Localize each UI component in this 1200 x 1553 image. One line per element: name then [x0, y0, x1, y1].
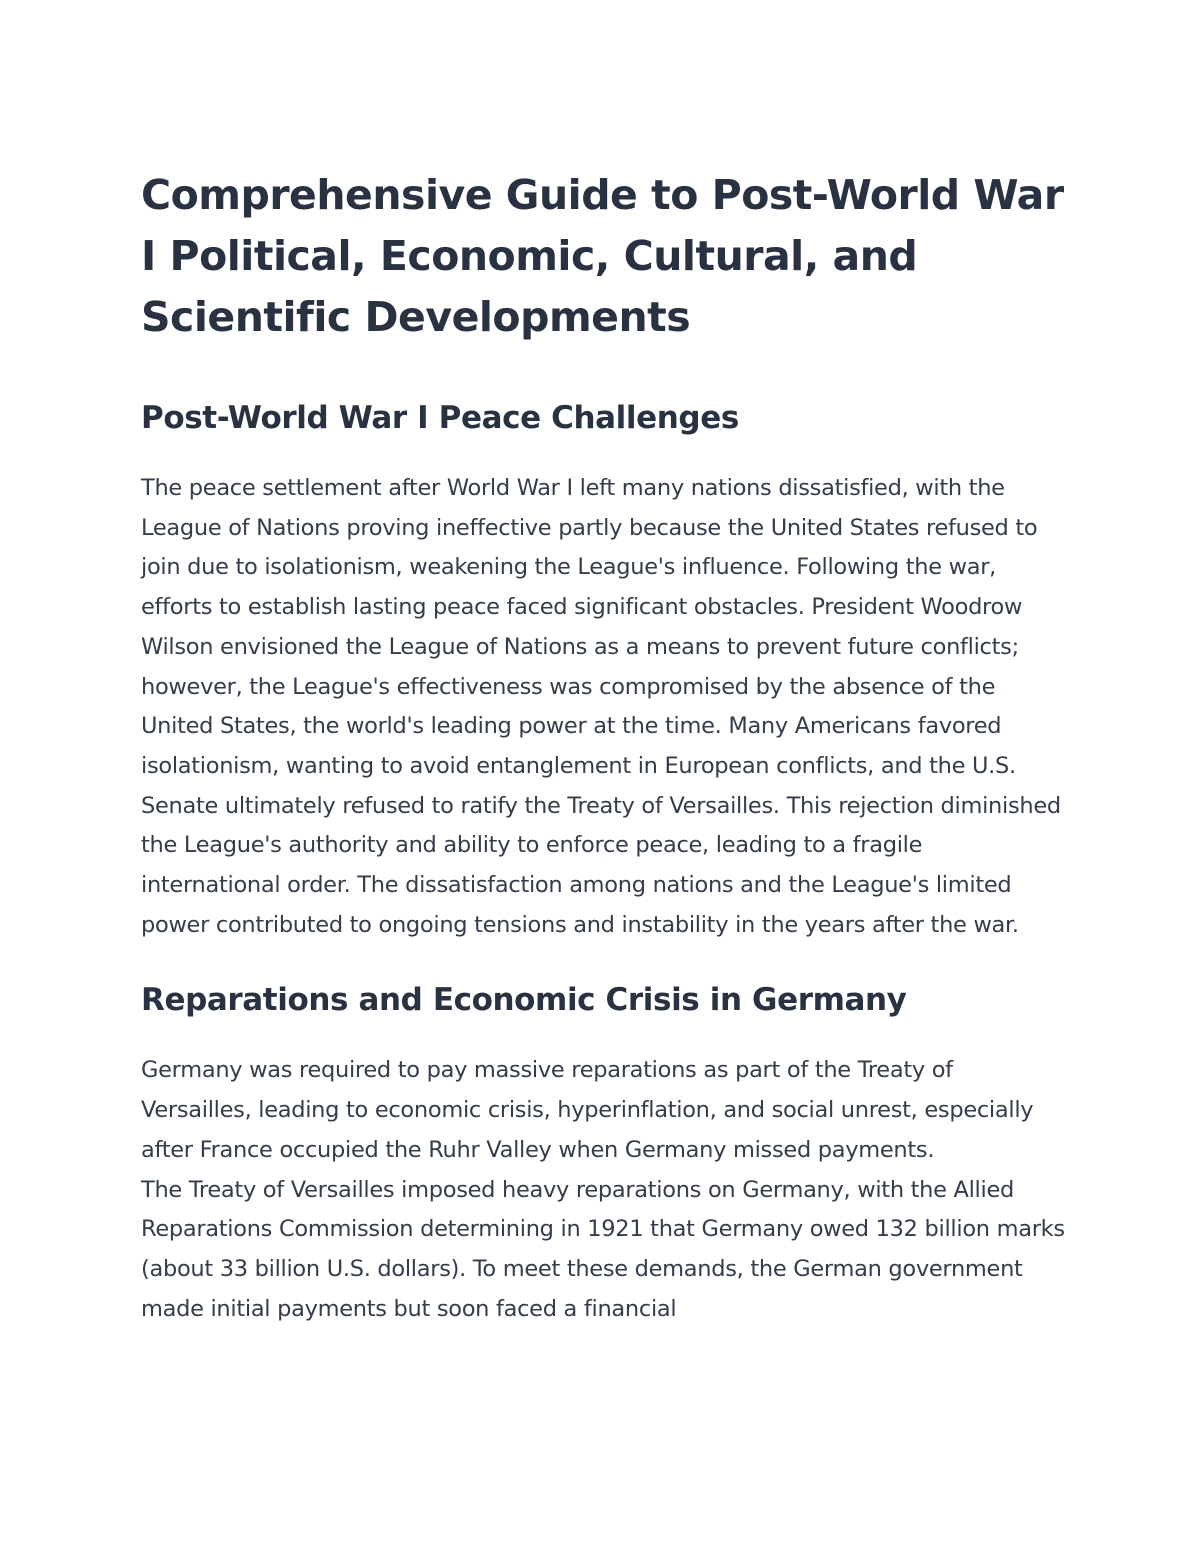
section-peace-challenges	[141, 398, 1066, 945]
section-heading: Reparations and Economic Crisis in Germany	[141, 982, 907, 1019]
document-title: Comprehensive Guide to Post-World War I Political, Economic, Cultural, and Scientific Developments	[141, 171, 1064, 341]
section-paragraph: The Treaty of Versailles imposed heavy reparations on Germany, with the Allied Reparations Commission determining in 1921 that Germany owed 132 billion marks (about 33 billion U.S. dollars). To meet these demands, the German government made initial payments but soon faced a financial	[141, 1176, 1065, 1322]
section-paragraph: Germany was required to pay massive reparations as part of the Treaty of Versailles, leading to economic crisis, hyperinflation, and social unrest, especially after France occupied the Ruhr Valley when Germany missed payments.	[141, 1057, 1034, 1163]
section-paragraph: The peace settlement after World War I left many nations dissatisfied, with the League of Nations proving ineffective partly because the United States refused to join due to isolationism, weakening the League's influence. Following the war, efforts to establish lasting peace faced significant obstacles. President Woodrow Wilson envisioned the League of Nations as a means to prevent future conflicts; however, the League's effectiveness was compromised by the absence of the United States, the world's leading power at the time. Many Americans favored isolationism, wanting to avoid entanglement in European conflicts, and the U.S. Senate ultimately refused to ratify the Treaty of Versailles. This rejection diminished the League's authority and ability to enforce peace, leading to a fragile international order. The dissatisfaction among nations and the League's limited power contributed to ongoing tensions and instability in the years after the war.	[141, 475, 1061, 938]
section-heading: Post-World War I Peace Challenges	[141, 400, 739, 436]
section-reparations	[141, 980, 1066, 1329]
document-page	[141, 165, 1066, 1329]
